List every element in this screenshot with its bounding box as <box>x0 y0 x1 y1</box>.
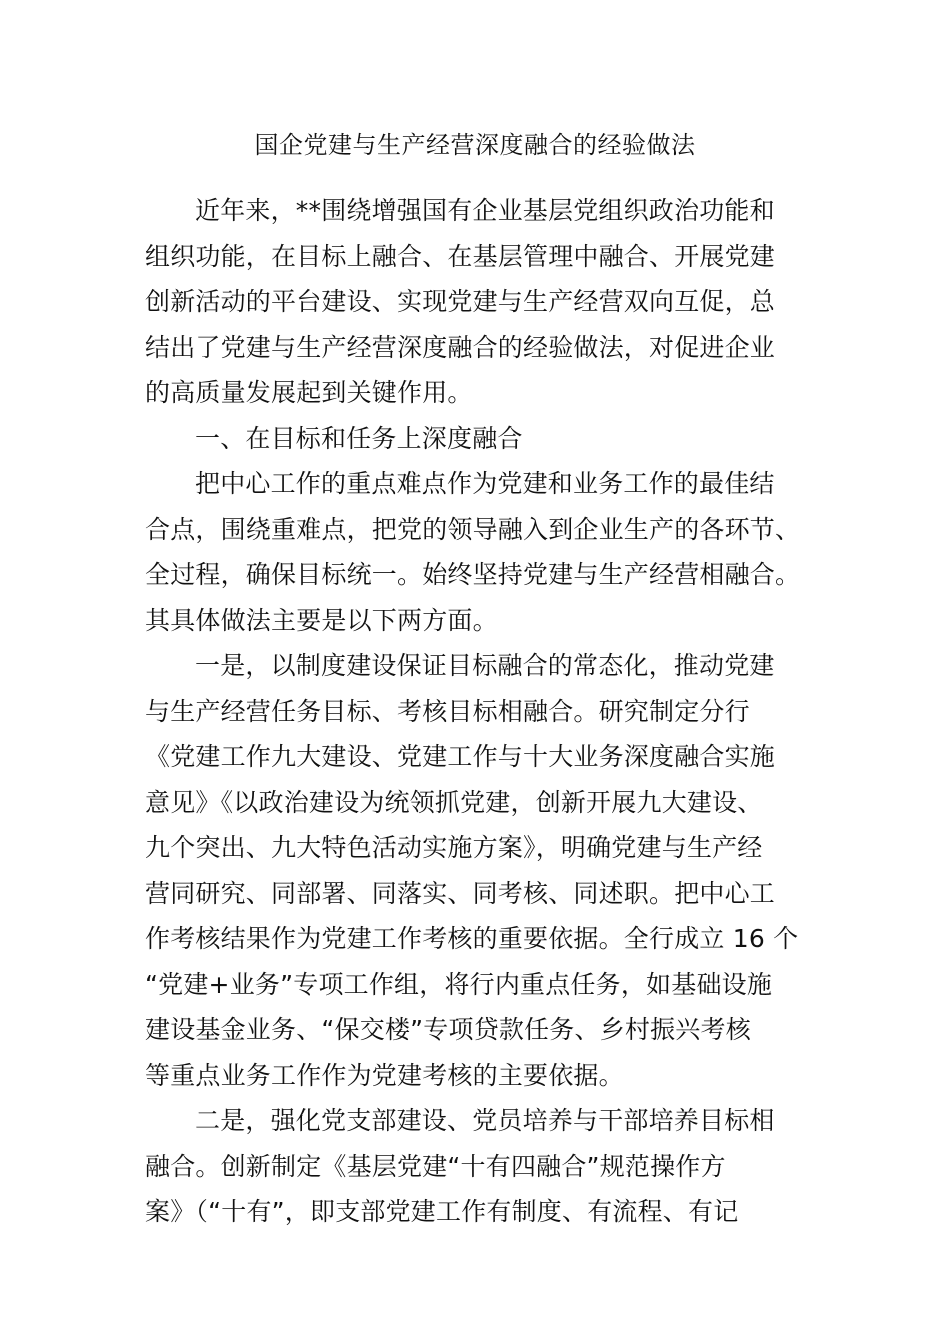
text-line: 一、在目标和任务上深度融合 <box>195 423 523 453</box>
text-line: 全过程，确保目标统一。始终坚持党建与生产经营相融合。 <box>145 560 801 589</box>
text-line: 近年来，**围绕增强国有企业基层党组织政治功能和 <box>195 196 775 225</box>
text-line: 结出了党建与生产经营深度融合的经验做法，对促进企业 <box>145 332 776 362</box>
text-line: 合点，围绕重难点，把党的领导融入到企业生产的各环节、 <box>145 514 801 544</box>
text-line: 《党建工作九大建设、党建工作与十大业务深度融合实施 <box>145 742 776 771</box>
text-line: 一是，以制度建设保证目标融合的常态化，推动党建 <box>195 651 775 680</box>
text-line: 与生产经营任务目标、考核目标相融合。研究制定分行 <box>145 696 750 726</box>
text-line: 建设基金业务、“保交楼”专项贷款任务、乡村振兴考核 <box>145 1015 751 1044</box>
text-line: 九个突出、九大特色活动实施方案》，明确党建与生产经 <box>145 833 763 862</box>
text-line: 作考核结果作为党建工作考核的重要依据。全行成立 16 个 <box>145 924 799 953</box>
document-title: 国企党建与生产经营深度融合的经验做法 <box>254 131 696 159</box>
document-body <box>145 188 815 1235</box>
text-line: 创新活动的平台建设、实现党建与生产经营双向互促，总 <box>145 287 776 316</box>
text-line: 二是，强化党支部建设、党员培养与干部培养目标相 <box>195 1106 775 1135</box>
text-line: 融合。创新制定《基层党建“十有四融合”规范操作方 <box>145 1151 726 1181</box>
text-line: 的高质量发展起到关键作用。 <box>145 378 473 407</box>
text-line: 意见》《以政治建设为统领抓党建，创新开展九大建设、 <box>145 787 763 817</box>
text-line: 等重点业务工作作为党建考核的主要依据。 <box>145 1060 624 1090</box>
text-line: “党建+业务”专项工作组，将行内重点任务，如基础设施 <box>145 969 773 999</box>
text-line: 其具体做法主要是以下两方面。 <box>145 605 498 635</box>
text-line: 案》（“十有”，即支部党建工作有制度、有流程、有记 <box>145 1197 739 1226</box>
text-line: 营同研究、同部署、同落实、同考核、同述职。把中心工 <box>145 878 776 908</box>
text-line: 组织功能，在目标上融合、在基层管理中融合、开展党建 <box>145 241 776 271</box>
text-line: 把中心工作的重点难点作为党建和业务工作的最佳结 <box>195 469 775 498</box>
